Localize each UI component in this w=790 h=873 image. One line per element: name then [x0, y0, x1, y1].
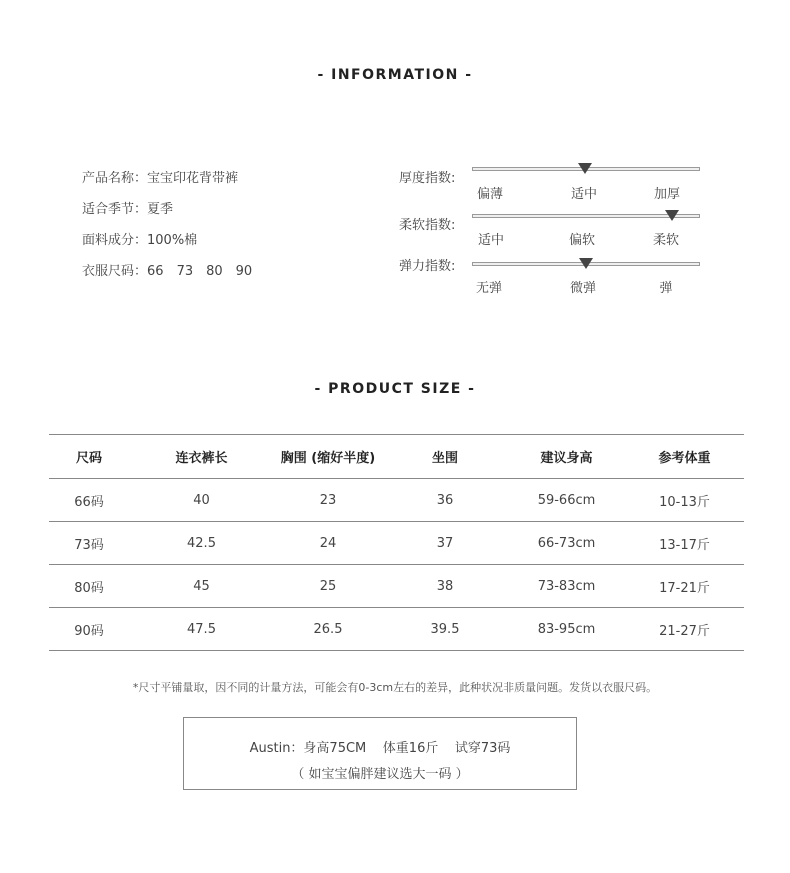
- header-length: 连衣裤长: [175, 451, 228, 466]
- measurement-note: *尺寸平铺量取，因不同的计量方法，可能会有0-3cm左右的差异，此种状况非质量问题。发货以衣服尺码。: [132, 681, 658, 694]
- size-value: 73: [176, 264, 194, 279]
- table-cell: 13-17斤: [659, 537, 710, 553]
- info-value: 宝宝印花背带裤: [147, 171, 239, 186]
- table-cell: 40: [193, 492, 210, 508]
- table-row: [49, 608, 744, 651]
- size-value: 80: [206, 264, 223, 279]
- table-cell: 83-95cm: [537, 621, 596, 637]
- model-advice-line: （ 如宝宝偏胖建议选大一码 ）: [291, 767, 469, 782]
- table-cell: 66码: [74, 494, 104, 510]
- header-size: 尺码: [75, 451, 102, 466]
- header-weight: 参考体重: [658, 451, 711, 466]
- info-row-name: [82, 167, 238, 186]
- header-hip: 坐围: [431, 451, 458, 466]
- table-cell: 39.5: [430, 621, 460, 637]
- table-cell: 73码: [74, 537, 104, 553]
- elasticity-index-label: 弹力指数:: [399, 259, 456, 274]
- info-value: 夏季: [147, 202, 174, 217]
- table-cell: 45: [193, 578, 210, 594]
- info-label: 产品名称：: [82, 171, 148, 186]
- table-cell: 38: [436, 578, 454, 594]
- info-row-sizes: [82, 260, 265, 279]
- elasticity-option: 无弹: [475, 281, 502, 296]
- table-cell: 59-66cm: [537, 492, 596, 508]
- size-value: 66: [147, 264, 164, 279]
- thickness-index-label: 厚度指数:: [399, 171, 456, 186]
- header-height: 建议身高: [540, 451, 593, 466]
- elasticity-index-marker: [579, 258, 593, 269]
- table-cell: 42.5: [187, 535, 216, 551]
- table-cell: 47.5: [187, 621, 216, 637]
- table-header-row: [49, 435, 744, 479]
- thickness-option: 偏薄: [476, 187, 503, 202]
- table-cell: 73-83cm: [537, 578, 596, 594]
- info-label: 面料成分：: [82, 233, 148, 248]
- softness-index-marker: [665, 210, 679, 221]
- thickness-option: 加厚: [653, 187, 680, 202]
- table-cell: 37: [436, 535, 454, 551]
- thickness-index-marker: [578, 163, 592, 174]
- table-cell: 24: [319, 535, 337, 551]
- model-info-line: Austin：身高75CM 体重16斤 试穿73码: [249, 741, 511, 756]
- thickness-option: 适中: [570, 187, 597, 202]
- size-value: 90: [235, 264, 253, 279]
- softness-option: 适中: [477, 233, 504, 248]
- info-label: 适合季节：: [82, 202, 148, 217]
- information-title: - INFORMATION -: [317, 67, 473, 83]
- size-list: [147, 264, 265, 279]
- softness-option: 偏软: [568, 233, 595, 248]
- softness-option: 柔软: [652, 233, 679, 248]
- product-size-title: - PRODUCT SIZE -: [314, 381, 476, 397]
- table-cell: 23: [319, 492, 337, 508]
- elasticity-option: 微弹: [569, 281, 596, 296]
- table-cell: 26.5: [313, 621, 343, 637]
- info-row-fabric: [82, 229, 197, 248]
- table-cell: 80码: [74, 580, 104, 596]
- elasticity-option: 弹: [659, 281, 673, 296]
- table-cell: 36: [436, 492, 454, 508]
- table-cell: 10-13斤: [659, 494, 710, 510]
- table-cell: 66-73cm: [537, 535, 596, 551]
- table-row: [49, 522, 744, 565]
- info-row-season: [82, 198, 173, 217]
- table-row: [49, 565, 744, 608]
- info-label: 衣服尺码：: [82, 264, 148, 279]
- size-table: [49, 434, 744, 651]
- table-cell: 90码: [74, 623, 104, 639]
- table-cell: 17-21斤: [659, 580, 710, 596]
- table-row: [49, 479, 744, 522]
- table-cell: 25: [319, 578, 337, 594]
- info-value: 100%棉: [147, 233, 198, 248]
- softness-index-label: 柔软指数:: [399, 218, 456, 233]
- table-cell: 21-27斤: [659, 623, 710, 639]
- model-info-box: [183, 717, 577, 790]
- header-chest: 胸围 (缩好半度): [280, 451, 376, 466]
